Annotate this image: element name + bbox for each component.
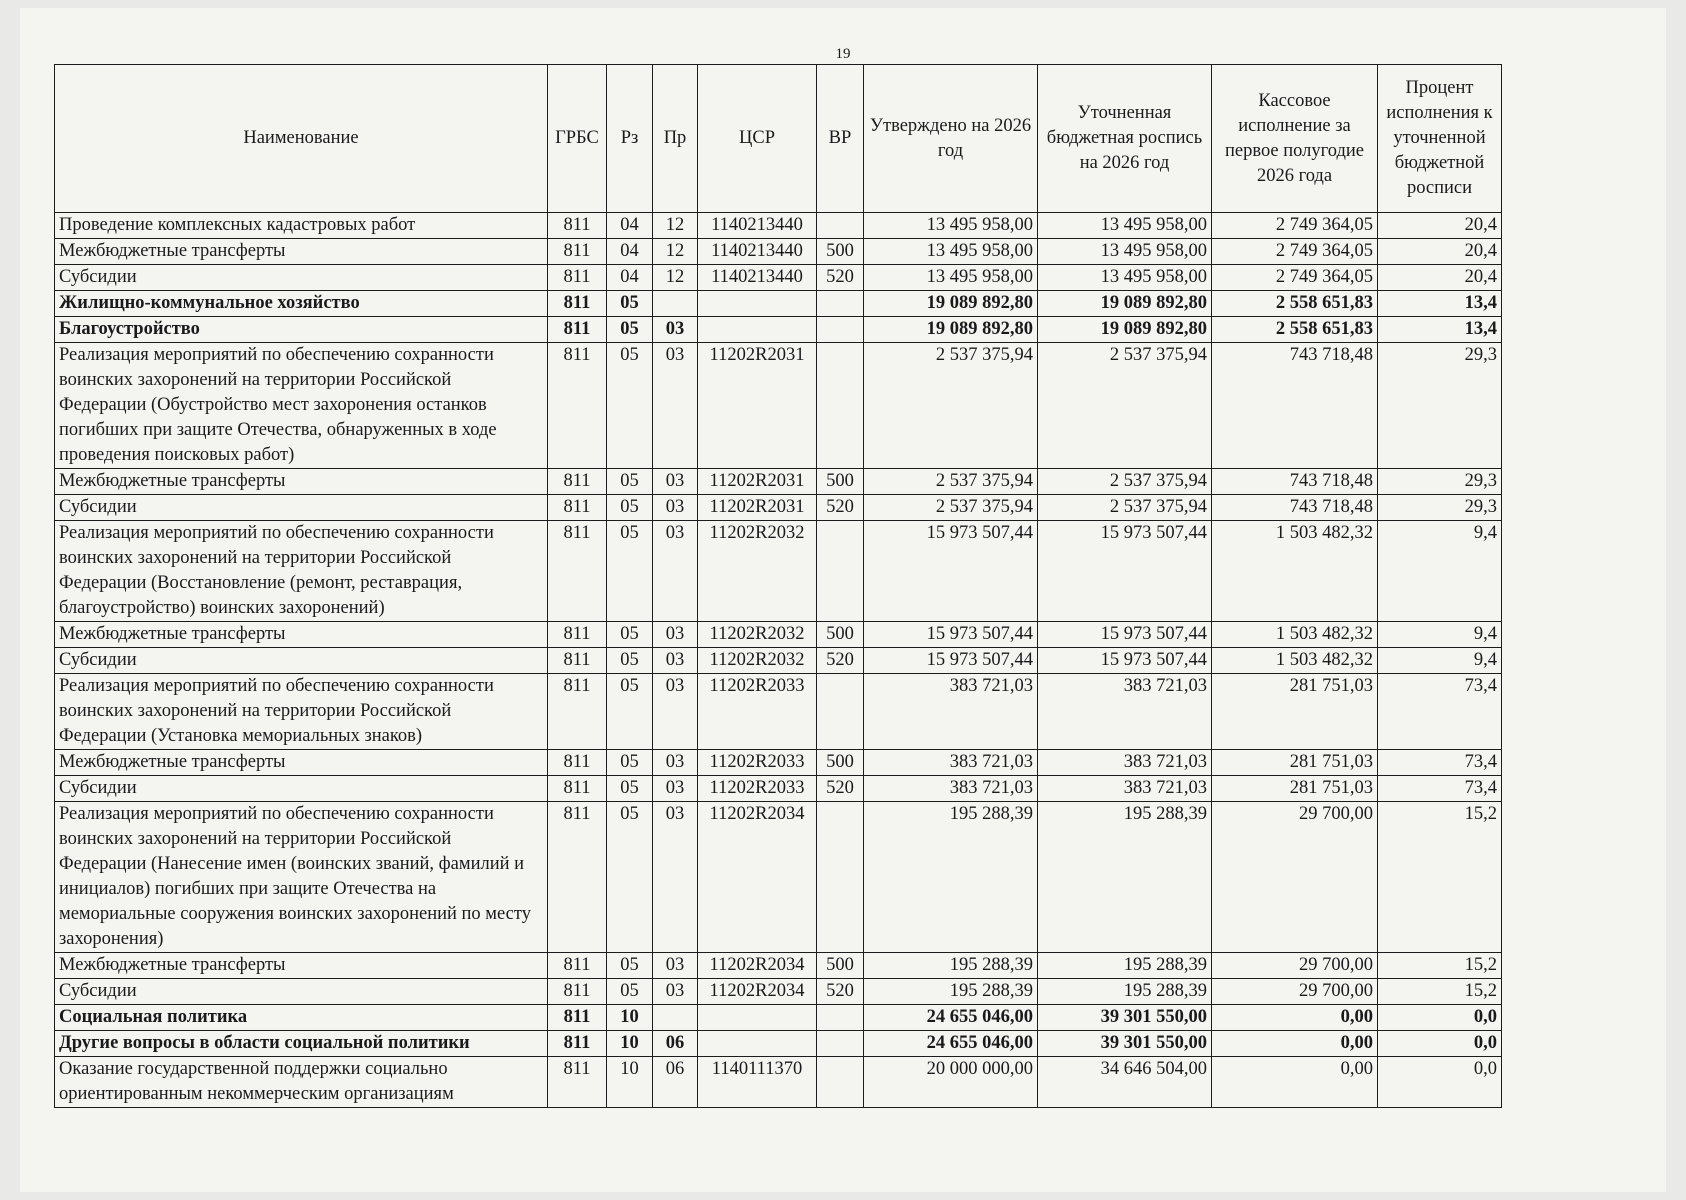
cell-refined: 39 301 550,00 (1038, 1031, 1212, 1057)
cell-pr: 03 (653, 648, 698, 674)
cell-approved: 383 721,03 (864, 674, 1038, 750)
cell-name: Межбюджетные трансферты (55, 469, 548, 495)
cell-grbs: 811 (548, 469, 607, 495)
cell-cash: 0,00 (1212, 1057, 1378, 1108)
cell-percent: 15,2 (1378, 802, 1502, 953)
cell-rz: 04 (607, 265, 653, 291)
table-row (55, 469, 1502, 495)
table-row (55, 317, 1502, 343)
cell-approved: 15 973 507,44 (864, 521, 1038, 622)
cell-name: Оказание государственной поддержки социально ориентированным некоммерческим организациям (55, 1057, 548, 1108)
cell-approved: 15 973 507,44 (864, 648, 1038, 674)
cell-vr (817, 1005, 864, 1031)
cell-cash: 2 749 364,05 (1212, 239, 1378, 265)
page-number: 19 (835, 46, 851, 62)
cell-rz: 05 (607, 802, 653, 953)
cell-percent: 73,4 (1378, 776, 1502, 802)
cell-pr: 12 (653, 265, 698, 291)
cell-csr (698, 1031, 817, 1057)
cell-rz: 05 (607, 953, 653, 979)
table-row (55, 343, 1502, 469)
cell-percent: 20,4 (1378, 239, 1502, 265)
cell-cash: 281 751,03 (1212, 750, 1378, 776)
cell-cash: 1 503 482,32 (1212, 648, 1378, 674)
cell-name: Жилищно-коммунальное хозяйство (55, 291, 548, 317)
cell-percent: 15,2 (1378, 953, 1502, 979)
cell-name: Реализация мероприятий по обеспечению сохранности воинских захоронений на территории Российской Федерации (Установка мемориальных знаков) (55, 674, 548, 750)
cell-grbs: 811 (548, 622, 607, 648)
cell-cash: 743 718,48 (1212, 469, 1378, 495)
header-grbs: ГРБС (548, 65, 607, 213)
header-percent: Процент исполнения к уточненной бюджетной росписи (1378, 65, 1502, 213)
cell-percent: 9,4 (1378, 521, 1502, 622)
cell-pr: 03 (653, 495, 698, 521)
cell-vr: 500 (817, 239, 864, 265)
table-row (55, 802, 1502, 953)
cell-refined: 15 973 507,44 (1038, 521, 1212, 622)
cell-percent: 0,0 (1378, 1031, 1502, 1057)
table-header-row (55, 65, 1502, 213)
cell-refined: 2 537 375,94 (1038, 343, 1212, 469)
cell-refined: 383 721,03 (1038, 674, 1212, 750)
cell-name: Межбюджетные трансферты (55, 239, 548, 265)
cell-approved: 383 721,03 (864, 776, 1038, 802)
cell-vr (817, 213, 864, 239)
cell-pr: 03 (653, 343, 698, 469)
cell-csr: 11202R2032 (698, 622, 817, 648)
cell-approved: 2 537 375,94 (864, 495, 1038, 521)
table-row (55, 953, 1502, 979)
cell-name: Субсидии (55, 979, 548, 1005)
cell-approved: 13 495 958,00 (864, 265, 1038, 291)
cell-percent: 0,0 (1378, 1057, 1502, 1108)
cell-name: Социальная политика (55, 1005, 548, 1031)
cell-refined: 15 973 507,44 (1038, 622, 1212, 648)
cell-cash: 29 700,00 (1212, 979, 1378, 1005)
header-csr: ЦСР (698, 65, 817, 213)
cell-csr: 1140111370 (698, 1057, 817, 1108)
cell-cash: 281 751,03 (1212, 776, 1378, 802)
cell-percent: 15,2 (1378, 979, 1502, 1005)
cell-pr: 03 (653, 469, 698, 495)
cell-csr: 11202R2031 (698, 469, 817, 495)
cell-cash: 0,00 (1212, 1031, 1378, 1057)
table-row (55, 495, 1502, 521)
cell-approved: 24 655 046,00 (864, 1005, 1038, 1031)
cell-csr: 1140213440 (698, 213, 817, 239)
cell-rz: 05 (607, 317, 653, 343)
cell-percent: 73,4 (1378, 674, 1502, 750)
cell-pr: 03 (653, 979, 698, 1005)
cell-name: Субсидии (55, 776, 548, 802)
cell-name: Реализация мероприятий по обеспечению сохранности воинских захоронений на территории Российской Федерации (Нанесение имен (воинских званий, фамилий и инициалов) погибших при защите Отечества на мемориальные сооружения воинских захоронений по месту захоронения) (55, 802, 548, 953)
cell-pr (653, 291, 698, 317)
cell-rz: 05 (607, 776, 653, 802)
cell-rz: 05 (607, 750, 653, 776)
header-vr: ВР (817, 65, 864, 213)
cell-pr: 03 (653, 750, 698, 776)
cell-pr: 03 (653, 317, 698, 343)
cell-refined: 15 973 507,44 (1038, 648, 1212, 674)
cell-pr: 03 (653, 776, 698, 802)
cell-csr: 11202R2034 (698, 953, 817, 979)
cell-vr (817, 291, 864, 317)
cell-vr: 520 (817, 265, 864, 291)
cell-rz: 10 (607, 1057, 653, 1108)
cell-name: Межбюджетные трансферты (55, 750, 548, 776)
cell-name: Межбюджетные трансферты (55, 622, 548, 648)
cell-cash: 1 503 482,32 (1212, 521, 1378, 622)
cell-vr (817, 317, 864, 343)
cell-percent: 0,0 (1378, 1005, 1502, 1031)
table-row (55, 265, 1502, 291)
cell-csr: 11202R2034 (698, 802, 817, 953)
cell-cash: 281 751,03 (1212, 674, 1378, 750)
cell-grbs: 811 (548, 979, 607, 1005)
cell-grbs: 811 (548, 802, 607, 953)
cell-rz: 10 (607, 1031, 653, 1057)
cell-pr: 03 (653, 674, 698, 750)
cell-name: Другие вопросы в области социальной политики (55, 1031, 548, 1057)
cell-pr: 06 (653, 1031, 698, 1057)
cell-refined: 39 301 550,00 (1038, 1005, 1212, 1031)
cell-rz: 10 (607, 1005, 653, 1031)
cell-csr: 11202R2034 (698, 979, 817, 1005)
cell-grbs: 811 (548, 317, 607, 343)
cell-grbs: 811 (548, 291, 607, 317)
cell-vr: 500 (817, 750, 864, 776)
cell-percent: 29,3 (1378, 495, 1502, 521)
cell-approved: 383 721,03 (864, 750, 1038, 776)
table-row (55, 979, 1502, 1005)
cell-rz: 05 (607, 469, 653, 495)
cell-vr (817, 1031, 864, 1057)
cell-cash: 2 749 364,05 (1212, 265, 1378, 291)
header-rz: Рз (607, 65, 653, 213)
cell-grbs: 811 (548, 265, 607, 291)
cell-csr (698, 1005, 817, 1031)
cell-cash: 29 700,00 (1212, 802, 1378, 953)
cell-approved: 195 288,39 (864, 802, 1038, 953)
cell-name: Благоустройство (55, 317, 548, 343)
cell-csr (698, 317, 817, 343)
cell-pr: 12 (653, 239, 698, 265)
cell-percent: 9,4 (1378, 648, 1502, 674)
cell-percent: 29,3 (1378, 469, 1502, 495)
cell-vr: 520 (817, 979, 864, 1005)
cell-name: Субсидии (55, 648, 548, 674)
cell-vr: 500 (817, 469, 864, 495)
cell-name: Межбюджетные трансферты (55, 953, 548, 979)
cell-percent: 13,4 (1378, 317, 1502, 343)
table-row (55, 750, 1502, 776)
cell-rz: 05 (607, 648, 653, 674)
table-row (55, 1005, 1502, 1031)
cell-grbs: 811 (548, 776, 607, 802)
cell-approved: 195 288,39 (864, 953, 1038, 979)
cell-vr: 500 (817, 622, 864, 648)
cell-pr: 12 (653, 213, 698, 239)
cell-refined: 2 537 375,94 (1038, 495, 1212, 521)
cell-pr (653, 1005, 698, 1031)
cell-grbs: 811 (548, 953, 607, 979)
cell-grbs: 811 (548, 750, 607, 776)
cell-percent: 13,4 (1378, 291, 1502, 317)
table-row (55, 291, 1502, 317)
cell-grbs: 811 (548, 1031, 607, 1057)
cell-percent: 9,4 (1378, 622, 1502, 648)
cell-csr: 1140213440 (698, 265, 817, 291)
cell-rz: 05 (607, 622, 653, 648)
cell-refined: 383 721,03 (1038, 776, 1212, 802)
cell-csr: 11202R2033 (698, 674, 817, 750)
cell-grbs: 811 (548, 521, 607, 622)
header-cash: Кассовое исполнение за первое полугодие 2026 года (1212, 65, 1378, 213)
cell-grbs: 811 (548, 239, 607, 265)
cell-rz: 05 (607, 979, 653, 1005)
document-page (20, 8, 1666, 1192)
cell-grbs: 811 (548, 213, 607, 239)
cell-cash: 29 700,00 (1212, 953, 1378, 979)
cell-pr: 03 (653, 622, 698, 648)
cell-cash: 1 503 482,32 (1212, 622, 1378, 648)
cell-refined: 13 495 958,00 (1038, 239, 1212, 265)
table-row (55, 213, 1502, 239)
cell-name: Реализация мероприятий по обеспечению сохранности воинских захоронений на территории Российской Федерации (Обустройство мест захоронения останков погибших при защите Отечества, обнаруженных в ходе проведения поисковых работ) (55, 343, 548, 469)
table-row (55, 521, 1502, 622)
cell-csr: 11202R2033 (698, 776, 817, 802)
cell-vr (817, 802, 864, 953)
cell-csr: 11202R2032 (698, 521, 817, 622)
cell-approved: 19 089 892,80 (864, 291, 1038, 317)
cell-csr: 11202R2031 (698, 343, 817, 469)
cell-cash: 2 558 651,83 (1212, 317, 1378, 343)
cell-pr: 06 (653, 1057, 698, 1108)
table-body (55, 213, 1502, 1108)
cell-rz: 04 (607, 239, 653, 265)
cell-vr: 500 (817, 953, 864, 979)
cell-pr: 03 (653, 521, 698, 622)
cell-csr: 11202R2033 (698, 750, 817, 776)
cell-grbs: 811 (548, 343, 607, 469)
cell-approved: 24 655 046,00 (864, 1031, 1038, 1057)
cell-refined: 34 646 504,00 (1038, 1057, 1212, 1108)
budget-table (54, 64, 1502, 1108)
cell-name: Субсидии (55, 495, 548, 521)
cell-cash: 2 749 364,05 (1212, 213, 1378, 239)
table-row (55, 776, 1502, 802)
table-row (55, 674, 1502, 750)
cell-pr: 03 (653, 953, 698, 979)
cell-rz: 05 (607, 291, 653, 317)
table-row (55, 1031, 1502, 1057)
cell-csr: 1140213440 (698, 239, 817, 265)
cell-refined: 383 721,03 (1038, 750, 1212, 776)
cell-refined: 19 089 892,80 (1038, 291, 1212, 317)
cell-cash: 743 718,48 (1212, 343, 1378, 469)
cell-grbs: 811 (548, 674, 607, 750)
cell-approved: 13 495 958,00 (864, 213, 1038, 239)
cell-rz: 05 (607, 495, 653, 521)
cell-refined: 2 537 375,94 (1038, 469, 1212, 495)
cell-cash: 743 718,48 (1212, 495, 1378, 521)
cell-rz: 05 (607, 674, 653, 750)
cell-rz: 04 (607, 213, 653, 239)
table-row (55, 648, 1502, 674)
cell-pr: 03 (653, 802, 698, 953)
cell-grbs: 811 (548, 1005, 607, 1031)
table-row (55, 622, 1502, 648)
cell-vr (817, 343, 864, 469)
cell-name: Субсидии (55, 265, 548, 291)
cell-refined: 13 495 958,00 (1038, 265, 1212, 291)
cell-approved: 195 288,39 (864, 979, 1038, 1005)
cell-grbs: 811 (548, 1057, 607, 1108)
cell-csr (698, 291, 817, 317)
cell-percent: 20,4 (1378, 265, 1502, 291)
cell-approved: 19 089 892,80 (864, 317, 1038, 343)
cell-grbs: 811 (548, 495, 607, 521)
header-refined: Уточненная бюджетная роспись на 2026 год (1038, 65, 1212, 213)
cell-percent: 29,3 (1378, 343, 1502, 469)
cell-csr: 11202R2031 (698, 495, 817, 521)
cell-vr (817, 521, 864, 622)
cell-rz: 05 (607, 521, 653, 622)
cell-refined: 13 495 958,00 (1038, 213, 1212, 239)
cell-cash: 0,00 (1212, 1005, 1378, 1031)
cell-refined: 19 089 892,80 (1038, 317, 1212, 343)
header-approved: Утверждено на 2026 год (864, 65, 1038, 213)
cell-refined: 195 288,39 (1038, 802, 1212, 953)
cell-vr: 520 (817, 776, 864, 802)
cell-approved: 2 537 375,94 (864, 343, 1038, 469)
header-pr: Пр (653, 65, 698, 213)
table-row (55, 1057, 1502, 1108)
cell-approved: 2 537 375,94 (864, 469, 1038, 495)
cell-name: Проведение комплексных кадастровых работ (55, 213, 548, 239)
cell-rz: 05 (607, 343, 653, 469)
header-name: Наименование (55, 65, 548, 213)
cell-refined: 195 288,39 (1038, 979, 1212, 1005)
cell-csr: 11202R2032 (698, 648, 817, 674)
cell-name: Реализация мероприятий по обеспечению сохранности воинских захоронений на территории Российской Федерации (Восстановление (ремонт, реставрация, благоустройство) воинских захоронений) (55, 521, 548, 622)
cell-approved: 20 000 000,00 (864, 1057, 1038, 1108)
cell-percent: 73,4 (1378, 750, 1502, 776)
cell-grbs: 811 (548, 648, 607, 674)
cell-percent: 20,4 (1378, 213, 1502, 239)
cell-vr (817, 1057, 864, 1108)
cell-approved: 15 973 507,44 (864, 622, 1038, 648)
cell-vr (817, 674, 864, 750)
cell-refined: 195 288,39 (1038, 953, 1212, 979)
cell-cash: 2 558 651,83 (1212, 291, 1378, 317)
cell-approved: 13 495 958,00 (864, 239, 1038, 265)
table-row (55, 239, 1502, 265)
cell-vr: 520 (817, 495, 864, 521)
cell-vr: 520 (817, 648, 864, 674)
